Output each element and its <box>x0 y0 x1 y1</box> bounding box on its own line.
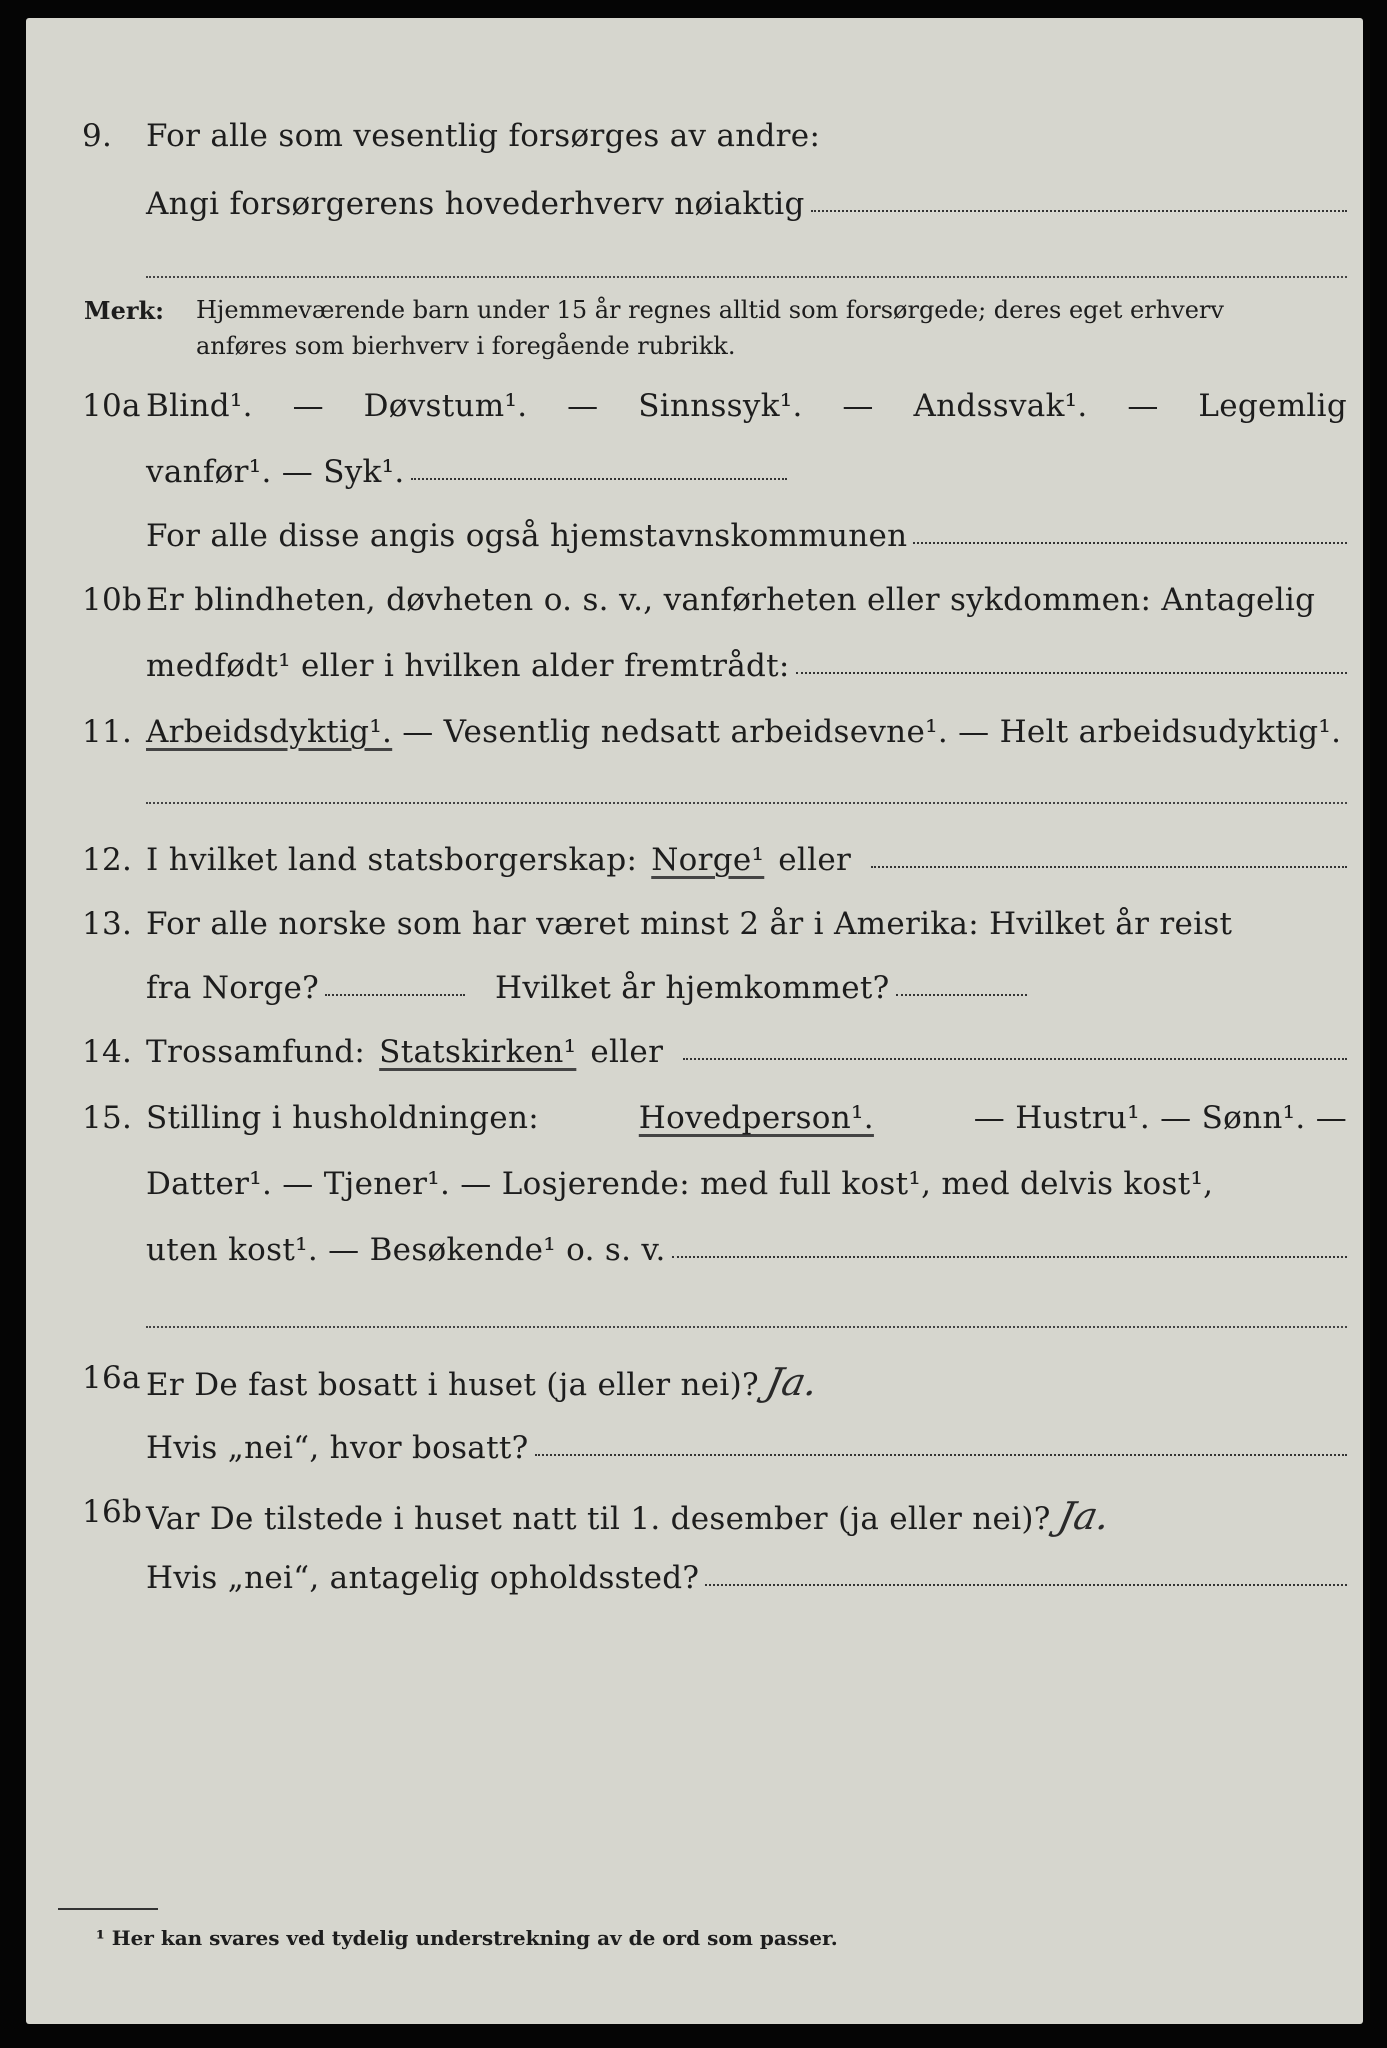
q15-answer-line[interactable] <box>672 1256 1347 1258</box>
q10a-line3: For alle disse angis også hjemstavnskommunen <box>146 518 908 554</box>
merk-line2: anføres som bierhverv i foregående rubrikk. <box>196 332 736 360</box>
q10a-hjemstavn-line[interactable] <box>913 542 1347 544</box>
q12-question: I hvilket land statsborgerskap: <box>146 842 638 878</box>
q16a-number: 16a <box>82 1360 141 1396</box>
q12-answer-line[interactable] <box>871 866 1347 868</box>
q10b-line1: Er blindheten, døvheten o. s. v., vanførheten eller sykdommen: Antagelig <box>146 582 1316 618</box>
q10b-answer-line[interactable] <box>796 672 1347 674</box>
q10a-line2: vanfør¹. — Syk¹. <box>146 454 405 490</box>
q9-answer-line2[interactable] <box>146 276 1347 278</box>
q14-number: 14. <box>82 1034 133 1070</box>
q15-line2: Datter¹. — Tjener¹. — Losjerende: med full kost¹, med delvis kost¹, <box>146 1166 1214 1202</box>
footnote-rule <box>58 1908 158 1910</box>
q12-eller: eller <box>778 842 852 878</box>
q12-number: 12. <box>82 842 133 878</box>
q15-number: 15. <box>82 1100 133 1136</box>
q16b-line2: Hvis „nei“, antagelig opholdssted? <box>146 1560 700 1596</box>
q16a-question: Er De fast bosatt i huset (ja eller nei)? <box>146 1367 759 1403</box>
q9-line2: Angi forsørgerens hovederhverv nøiaktig <box>146 186 805 222</box>
q9-number: 9. <box>82 118 113 154</box>
q13-line1: For alle norske som har været minst 2 år i Amerika: Hvilket år reist <box>146 906 1233 942</box>
q15-rest1: — Hustru¹. — Sønn¹. — <box>973 1100 1347 1136</box>
q11-answer-line[interactable] <box>146 802 1347 804</box>
q16b-number: 16b <box>82 1494 143 1530</box>
q14-question: Trossamfund: <box>146 1034 366 1070</box>
q16a-answer-line[interactable] <box>535 1454 1347 1456</box>
q16b-answer-line[interactable] <box>705 1584 1347 1586</box>
footnote: ¹ Her kan svares ved tydelig understrekning av de ord som passer. <box>96 1926 838 1950</box>
merk-label: Merk: <box>84 296 164 325</box>
q11-rest: — Vesentlig nedsatt arbeidsevne¹. — Helt arbeidsudyktig¹. <box>402 714 1342 750</box>
q15-answer-line2[interactable] <box>146 1326 1347 1328</box>
q10a-number: 10a <box>82 388 141 424</box>
q16b-handwritten-answer[interactable]: Ja. <box>1054 1494 1115 1538</box>
q10a-andssvak: Andssvak¹. <box>913 388 1088 424</box>
q14-eller: eller <box>590 1034 664 1070</box>
q13-hjemkommet: Hvilket år hjemkommet? <box>495 970 890 1006</box>
q14-answer-line[interactable] <box>683 1058 1347 1060</box>
q9-line1: For alle som vesentlig forsørges av andre: <box>146 118 821 154</box>
q10b-number: 10b <box>82 582 143 618</box>
q16a-line2: Hvis „nei“, hvor bosatt? <box>146 1430 529 1466</box>
q10a-legemlig: Legemlig <box>1198 388 1347 424</box>
q15-option-hovedperson[interactable]: Hovedperson¹. <box>638 1100 874 1136</box>
q13-number: 13. <box>82 906 133 942</box>
q13-fra-norge: fra Norge? <box>146 970 320 1006</box>
q10a-dovstum: Døvstum¹. <box>363 388 528 424</box>
q13-hjemkommet-line[interactable] <box>896 994 1027 996</box>
q13-reist-line[interactable] <box>325 994 465 996</box>
q10a-sinnssyk: Sinnssyk¹. <box>638 388 803 424</box>
q16b-question: Var De tilstede i huset natt til 1. desember (ja eller nei)? <box>146 1501 1051 1537</box>
q15-line3: uten kost¹. — Besøkende¹ o. s. v. <box>146 1232 666 1268</box>
q11-option-arbeidsdyktig[interactable]: Arbeidsdyktig¹. <box>146 714 393 750</box>
q10a-blind: Blind¹. <box>146 388 253 424</box>
q9-answer-line[interactable] <box>811 210 1347 212</box>
q10a-syk-line[interactable] <box>411 478 787 480</box>
q15-question: Stilling i husholdningen: <box>146 1100 539 1136</box>
q11-number: 11. <box>82 714 133 750</box>
q12-option-norge[interactable]: Norge¹ <box>651 842 765 878</box>
q10b-line2: medfødt¹ eller i hvilken alder fremtrådt: <box>146 648 790 684</box>
merk-line1: Hjemmeværende barn under 15 år regnes alltid som forsørgede; deres eget erhverv <box>196 296 1224 324</box>
q14-option-statskirken[interactable]: Statskirken¹ <box>379 1034 577 1070</box>
q16a-handwritten-answer[interactable]: Ja. <box>762 1360 823 1404</box>
